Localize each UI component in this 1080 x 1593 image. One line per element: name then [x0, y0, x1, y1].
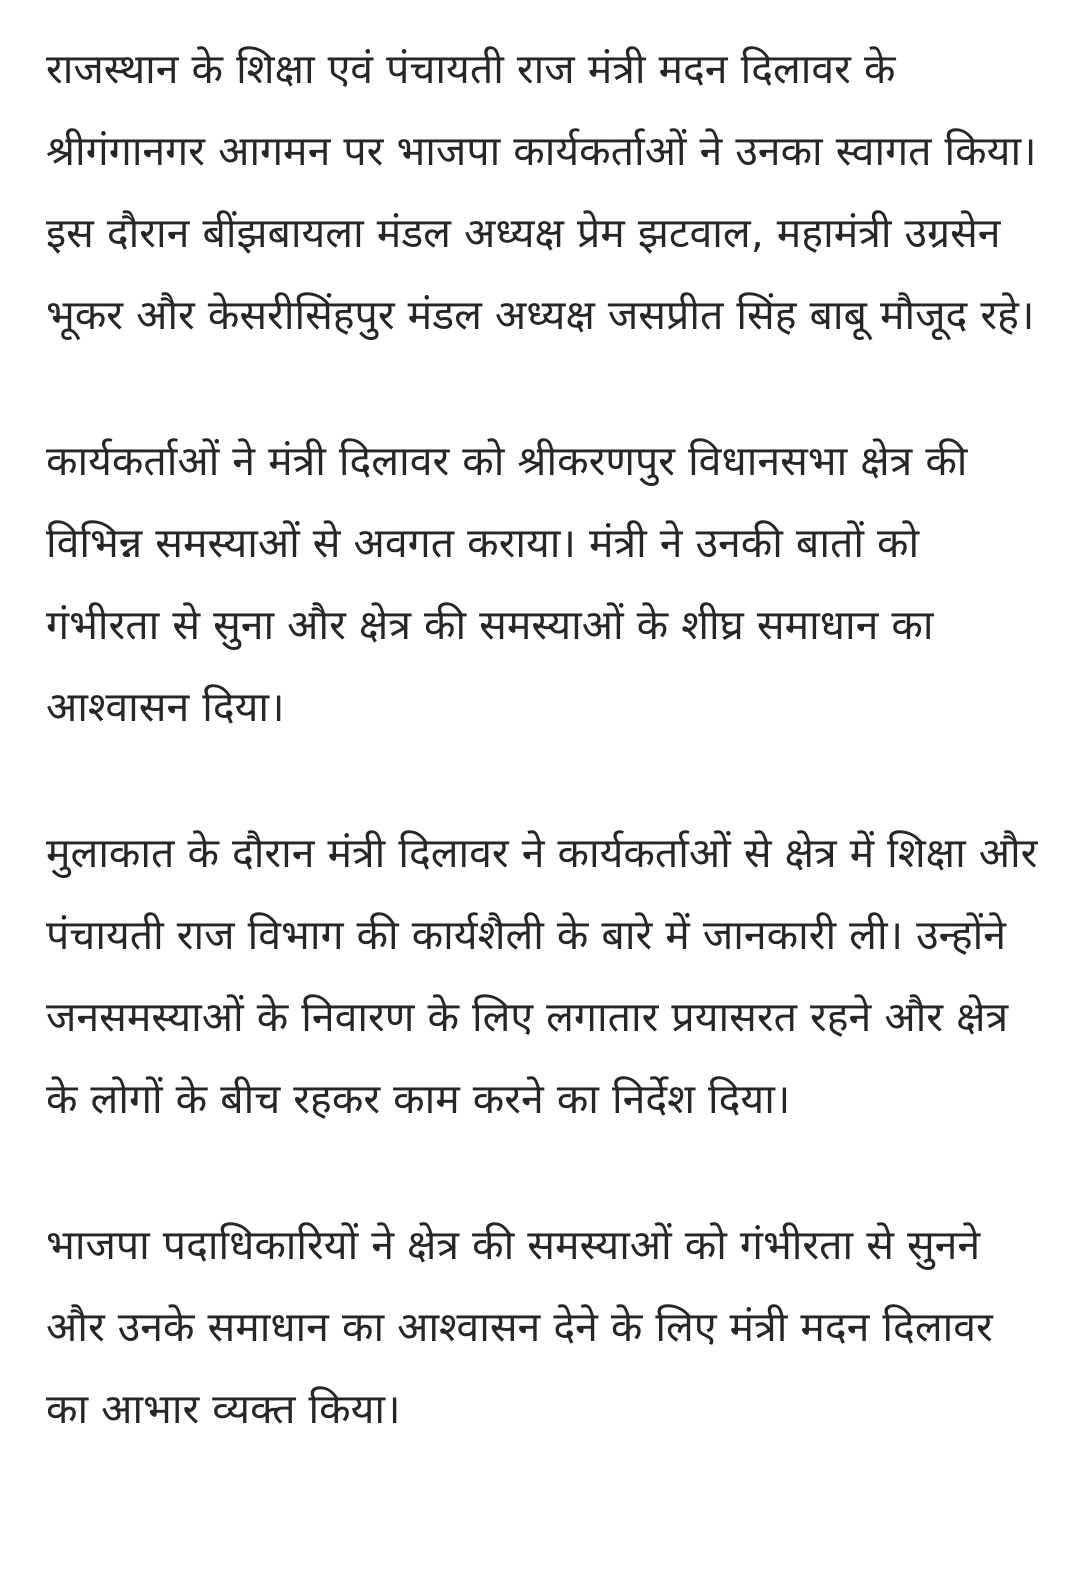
article-paragraph-2: कार्यकर्ताओं ने मंत्री दिलावर को श्रीकरणपुर विधानसभा क्षेत्र की विभिन्न समस्याओं से अवगत कराया। मंत्री ने उनकी बातों को गंभीरता से सुना और क्षेत्र की समस्याओं के शीघ्र समाधान का आश्वासन दिया।	[46, 437, 968, 731]
article-paragraph-1: राजस्थान के शिक्षा एवं पंचायती राज मंत्री मदन दिलावर के श्रीगंगानगर आगमन पर भाजपा कार्यकर्ताओं ने उनका स्वागत किया। इस दौरान बींझबायला मंडल अध्यक्ष प्रेम झटवाल, महामंत्री उग्रसेन भूकर और केसरीसिंहपुर मंडल अध्यक्ष जसप्रीत सिंह बाबू मौजूद रहे।	[46, 45, 1037, 339]
article-paragraph-3: मुलाकात के दौरान मंत्री दिलावर ने कार्यकर्ताओं से क्षेत्र में शिक्षा और पंचायती राज विभाग की कार्यशैली के बारे में जानकारी ली। उन्होंने जनसमस्याओं के निवारण के लिए लगातार प्रयासरत रहने और क्षेत्र के लोगों के बीच रहकर काम करने का निर्देश दिया।	[46, 829, 1038, 1123]
article-paragraph-4: भाजपा पदाधिकारियों ने क्षेत्र की समस्याओं को गंभीरता से सुनने और उनके समाधान का आश्वासन देने के लिए मंत्री मदन दिलावर का आभार व्यक्त किया।	[46, 1221, 993, 1433]
